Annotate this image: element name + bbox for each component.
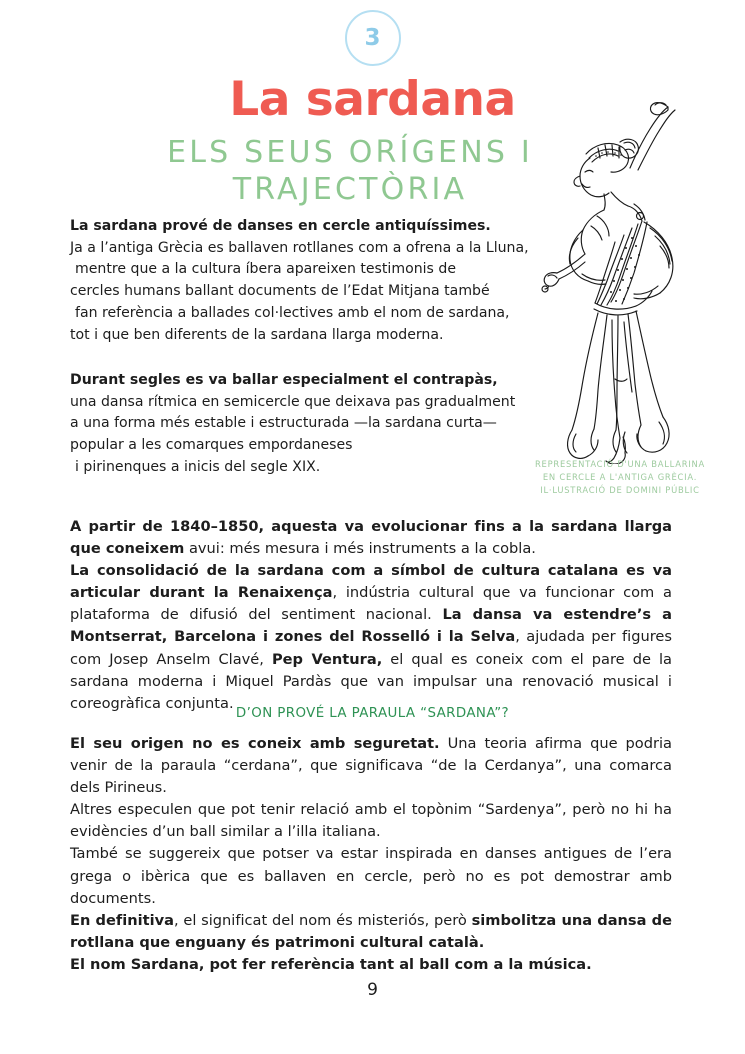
origin-p5-bold: El nom Sardana, pot fer referència tant al ball com a la música. xyxy=(70,955,592,973)
evolution-p1-bold: A partir de 1840–1850, aquesta va evolucionar fins a la sardana llarga que coneixem xyxy=(70,518,672,558)
contrapas-line-3: a una forma més estable i estructurada —la sardana curta— xyxy=(70,415,497,432)
evolution-p2-end: , ajudada per figures com Josep Anselm Clavé, xyxy=(70,628,672,668)
intro-line-4: cercles humans ballant documents de l’Edat Mitjana també xyxy=(70,283,490,300)
intro-line-1: La sardana prové de danses en cercle antiquíssimes. xyxy=(70,218,491,234)
chapter-badge xyxy=(0,10,745,66)
caption-line-3: IL·LUSTRACIÓ DE DOMINI PÚBLIC xyxy=(540,484,700,495)
evolution-p2-bold-a: La consolidació de la sardana com a símbol de cultura catalana es va articular durant la Renaixença xyxy=(70,562,672,602)
origin-p4-bold-a: En definitiva xyxy=(70,911,174,929)
evolution-p2-bold-c: Pep Ventura, xyxy=(271,650,383,668)
evolution-paragraph-1 xyxy=(70,516,672,560)
caption-line-2: EN CERCLE A L'ANTIGA GRÈCIA. xyxy=(542,471,698,482)
contrapas-line-5: i pirinenques a inicis del segle XIX. xyxy=(75,458,321,475)
caption-line-1: REPRESENTACIÓ D'UNA BALLARINA xyxy=(534,459,706,469)
origin-section xyxy=(70,733,672,976)
intro-line-5: fan referència a ballades col·lectives amb el nom de sardana, xyxy=(75,304,510,321)
origin-paragraph-2: Altres especulen que pot tenir relació amb el topònim “Sardenya”, però no hi ha evidències d’un ball similar a l’illa italiana. xyxy=(70,801,672,841)
contrapas-paragraph xyxy=(70,370,550,479)
evolution-section xyxy=(70,516,672,715)
origin-paragraph-3: També se suggereix que potser va estar inspirada en danses antigues de l’era grega o ibèrica que es ballaven en cercle, però no es pot demostrar amb documents. xyxy=(70,845,672,907)
evolution-p2-mid: , indústria cultural que va funcionar com a plataforma de difusió del sentiment nacional. xyxy=(70,584,672,624)
intro-line-3: mentre que a la cultura íbera apareixen testimonis de xyxy=(75,261,456,278)
evolution-p2-tail: el qual es coneix com el pare de la sardana moderna i Miquel Pardàs que van impulsar una renovació musical i coreogràfica conjunta. xyxy=(70,650,672,712)
intro-line-6: tot i que ben diferents de la sardana llarga moderna. xyxy=(70,326,444,343)
intro-paragraph xyxy=(70,216,550,346)
page-number: 9 xyxy=(367,980,378,1000)
contrapas-line-4: popular a les comarques empordaneses xyxy=(70,437,353,454)
origin-paragraph-4 xyxy=(70,910,672,954)
contrapas-line-2: una dansa rítmica en semicercle que deixava pas gradualment xyxy=(70,393,516,410)
subtitle-line-1: ELS SEUS ORÍGENS I xyxy=(167,135,533,170)
origin-paragraph-1 xyxy=(70,733,672,799)
evolution-paragraph-2 xyxy=(70,560,672,715)
badge-circle xyxy=(345,10,401,66)
evolution-p1-rest: avui: més mesura i més instruments a la cobla. xyxy=(184,540,536,558)
origin-p4-bold-b: simbolitza una dansa de rotllana que enguany és patrimoni cultural català. xyxy=(70,911,672,951)
subtitle-line-2: TRAJECTÒRIA xyxy=(232,171,468,207)
badge-number: 3 xyxy=(364,24,381,51)
section-heading-origin: D’ON PROVÉ LA PARAULA “SARDANA”? xyxy=(235,706,510,721)
origin-p1-rest: Una teoria afirma que podria venir de la paraula “cerdana”, que significava “de la Cerdanya”, una comarca dels Pirineus. xyxy=(70,735,672,797)
evolution-p2-bold-b: La dansa va estendre’s a Montserrat, Barcelona i zones del Rosselló i la Selva xyxy=(70,606,672,646)
origin-p1-bold: El seu origen no es coneix amb seguretat. xyxy=(70,735,440,752)
contrapas-line-1: Durant segles es va ballar especialment el contrapàs, xyxy=(70,372,498,388)
page-title: La sardana xyxy=(229,72,516,127)
origin-paragraph-5 xyxy=(70,954,672,976)
intro-line-2: Ja a l’antiga Grècia es ballaven rotllanes com a ofrena a la Lluna, xyxy=(70,239,529,256)
origin-p4-mid: , el significat del nom és misteriós, però xyxy=(173,911,472,929)
